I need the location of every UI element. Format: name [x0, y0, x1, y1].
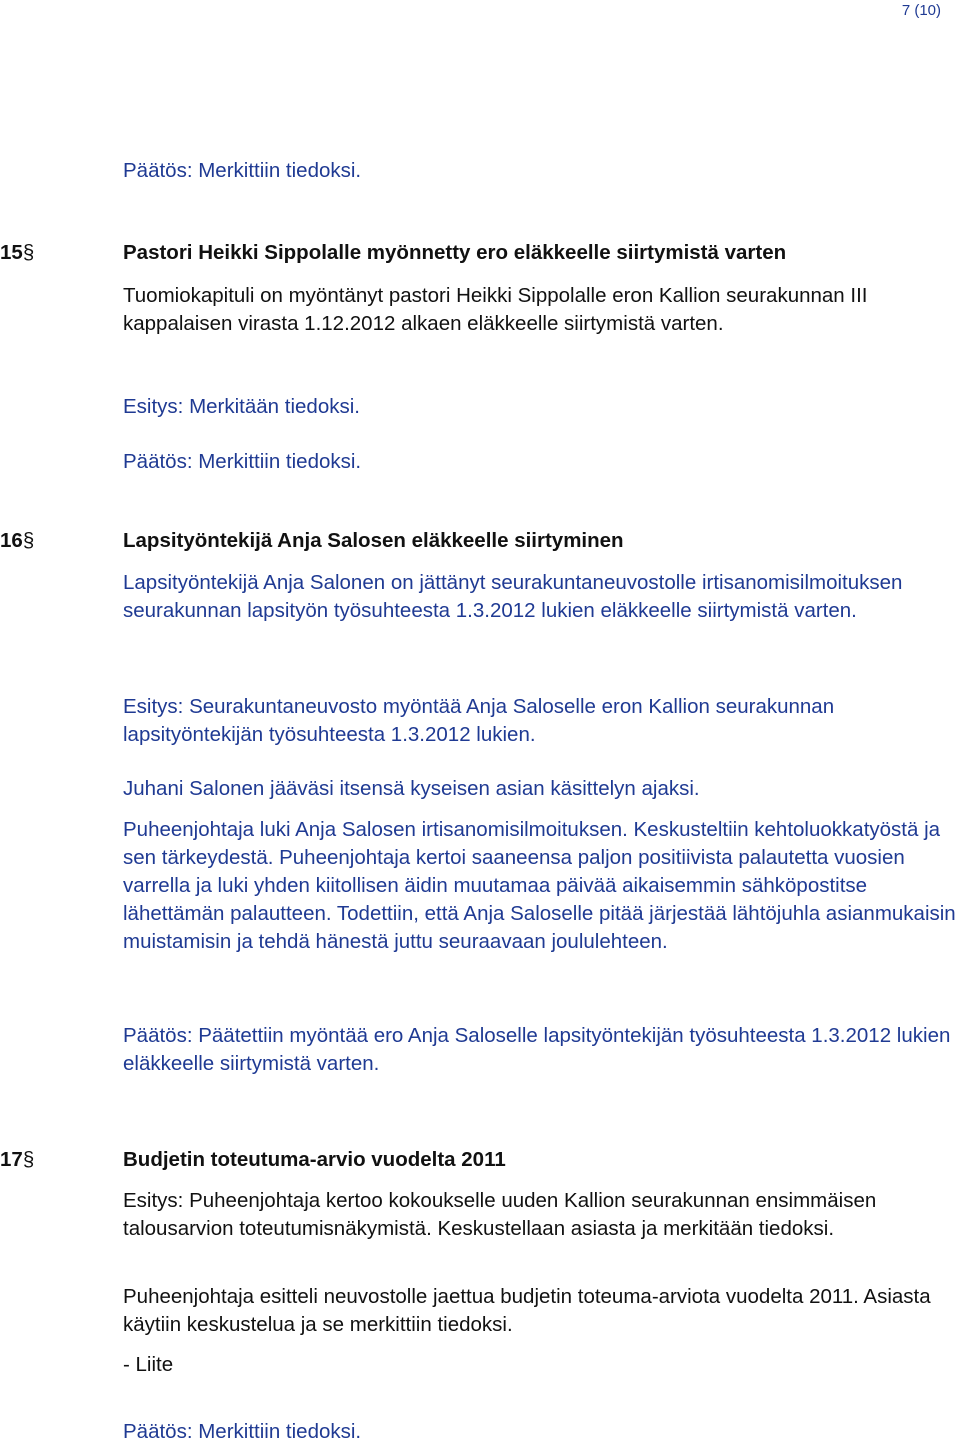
section-17-decision: Päätös: Merkittiin tiedoksi.: [123, 1420, 362, 1443]
decision-previous: Päätös: Merkittiin tiedoksi.: [123, 159, 362, 182]
page-number: 7 (10): [901, 2, 941, 19]
section-15-title: Pastori Heikki Sippolalle myönnetty ero eläkkeelle siirtymistä varten: [123, 241, 787, 264]
section-sign-icon: §: [22, 241, 35, 264]
section-16-body: Lapsityöntekijä Anja Salonen on jättänyt seurakuntaneuvostolle irtisanomisilmoituksen seurakunnan lapsityön työsuhteesta 1.3.2012 lukien eläkkeelle siirtymistä varten.: [123, 571, 903, 622]
section-sign-icon: §: [22, 529, 35, 552]
section-17-number: 17§: [0, 1148, 35, 1171]
section-15-decision: Päätös: Merkittiin tiedoksi.: [123, 450, 362, 473]
section-17-attachment: - Liite: [123, 1353, 174, 1376]
section-17-title: Budjetin toteutuma-arvio vuodelta 2011: [123, 1148, 506, 1171]
section-15-proposal: Esitys: Merkitään tiedoksi.: [123, 395, 360, 418]
section-17-body: Puheenjohtaja esitteli neuvostolle jaettua budjetin toteuma-arviota vuodelta 2011. Asiasta käytiin keskustelua ja se merkittiin tiedoksi.: [123, 1285, 931, 1336]
section-15-number: 15§: [0, 241, 35, 264]
section-16-discussion: Puheenjohtaja luki Anja Salosen irtisanomisilmoituksen. Keskusteltiin kehtoluokkatyöstä ja sen tärkeydestä. Puheenjohtaja kertoi saaneensa paljon positiivista palautetta vuosien varrella ja luki yhden kiitollisen äidin muutamaa päivää aikaisemmin sähköpostitse lähettämän palautteen. Todettiin, että Anja Saloselle pitää järjestää lähtöjuhla asianmukaisin muistamisin ja tehdä hänestä juttu seuraavaan joululehteen.: [123, 818, 956, 953]
section-16-title: Lapsityöntekijä Anja Salosen eläkkeelle siirtyminen: [123, 529, 624, 552]
section-sign-icon: §: [22, 1148, 35, 1171]
section-16-disqualification: Juhani Salonen jääväsi itsensä kyseisen asian käsittelyn ajaksi.: [123, 777, 700, 800]
section-16-proposal: Esitys: Seurakuntaneuvosto myöntää Anja Saloselle eron Kallion seurakunnan lapsityöntekijän työsuhteesta 1.3.2012 lukien.: [123, 695, 835, 746]
section-16-number: 16§: [0, 529, 35, 552]
section-17-proposal: Esitys: Puheenjohtaja kertoo kokoukselle uuden Kallion seurakunnan ensimmäisen talousarvion toteutumisnäkymistä. Keskustellaan asiasta ja merkitään tiedoksi.: [123, 1189, 877, 1240]
section-15-body: Tuomiokapituli on myöntänyt pastori Heikki Sippolalle eron Kallion seurakunnan III kappalaisen virasta 1.12.2012 alkaen eläkkeelle siirtymistä varten.: [123, 284, 868, 335]
section-16-decision: Päätös: Päätettiin myöntää ero Anja Saloselle lapsityöntekijän työsuhteesta 1.3.2012 lukien eläkkeelle siirtymistä varten.: [123, 1024, 951, 1075]
